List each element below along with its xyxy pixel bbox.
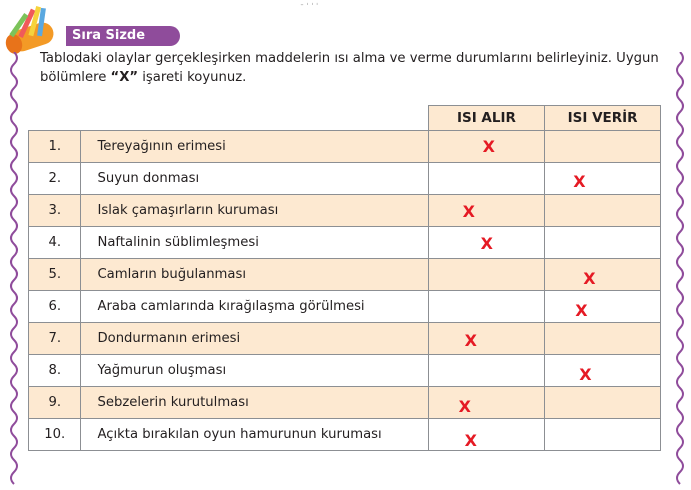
table-header-row [29, 106, 661, 131]
row-number: 6. [29, 291, 81, 323]
sira-sizde-badge: Sıra Sizde [66, 26, 180, 46]
table-row [29, 163, 661, 195]
table-row [29, 291, 661, 323]
table-row [29, 131, 661, 163]
row-event-text: Suyun donması [81, 163, 428, 195]
table-row [29, 387, 661, 419]
cell-isi-verir [545, 259, 661, 291]
row-number: 4. [29, 227, 81, 259]
table-row [29, 195, 661, 227]
instructions-text: Tablodaki olaylar gerçekleşirken maddelerin ısı alma ve verme durumlarını belirleyiniz. Uygun bölümlere “X” işareti koyunuz. [40, 51, 659, 85]
right-wavy-border [673, 52, 687, 488]
cell-isi-alir [428, 163, 545, 195]
cell-isi-alir [428, 259, 545, 291]
row-number: 2. [29, 163, 81, 195]
cropped-top-text: ˍ ˌ ˌ ˌ [300, 0, 319, 6]
row-event-text: Açıkta bırakılan oyun hamurunun kuruması [81, 419, 428, 451]
cell-isi-verir [545, 291, 661, 323]
cell-isi-alir [428, 419, 545, 451]
row-event-text: Araba camlarında kırağılaşma görülmesi [81, 291, 428, 323]
row-event-text: Dondurmanın erimesi [81, 323, 428, 355]
row-number: 7. [29, 323, 81, 355]
row-number: 1. [29, 131, 81, 163]
cell-isi-verir [545, 195, 661, 227]
x-mark: X [464, 430, 477, 450]
cell-isi-alir [428, 227, 545, 259]
x-mark: X [573, 171, 586, 191]
x-mark: X [579, 364, 592, 384]
x-mark: X [458, 396, 471, 416]
x-mark: X [480, 234, 493, 253]
row-number: 5. [29, 259, 81, 291]
row-number: 9. [29, 387, 81, 419]
cell-isi-alir [428, 131, 545, 163]
cell-isi-verir [545, 419, 661, 451]
header-isi-verir: ISI VERİR [545, 106, 661, 131]
row-event-text: Islak çamaşırların kuruması [81, 195, 428, 227]
cell-isi-verir [545, 227, 661, 259]
table-row [29, 227, 661, 259]
cell-isi-alir [428, 323, 545, 355]
row-event-text: Yağmurun oluşması [81, 355, 428, 387]
table-row [29, 419, 661, 451]
cell-isi-verir [545, 355, 661, 387]
x-mark: X [462, 202, 475, 221]
cell-isi-verir [545, 387, 661, 419]
row-event-text: Tereyağının erimesi [81, 131, 428, 163]
row-event-text: Camların buğulanması [81, 259, 428, 291]
heat-table [28, 105, 661, 451]
table-row [29, 323, 661, 355]
row-number: 3. [29, 195, 81, 227]
cell-isi-alir [428, 355, 545, 387]
left-wavy-border [7, 52, 21, 488]
cell-isi-alir [428, 291, 545, 323]
cell-isi-alir [428, 387, 545, 419]
row-number: 8. [29, 355, 81, 387]
cell-isi-alir [428, 195, 545, 227]
x-mark: X [583, 268, 596, 288]
table-row [29, 259, 661, 291]
table-row [29, 355, 661, 387]
cell-isi-verir [545, 131, 661, 163]
cell-isi-verir [545, 163, 661, 195]
x-mark: X [575, 300, 588, 320]
row-event-text: Naftalinin süblimleşmesi [81, 227, 428, 259]
x-mark: X [482, 136, 495, 156]
header-isi-alir: ISI ALIR [428, 106, 545, 131]
cell-isi-verir [545, 323, 661, 355]
row-event-text: Sebzelerin kurutulması [81, 387, 428, 419]
x-mark: X [464, 330, 477, 350]
row-number: 10. [29, 419, 81, 451]
